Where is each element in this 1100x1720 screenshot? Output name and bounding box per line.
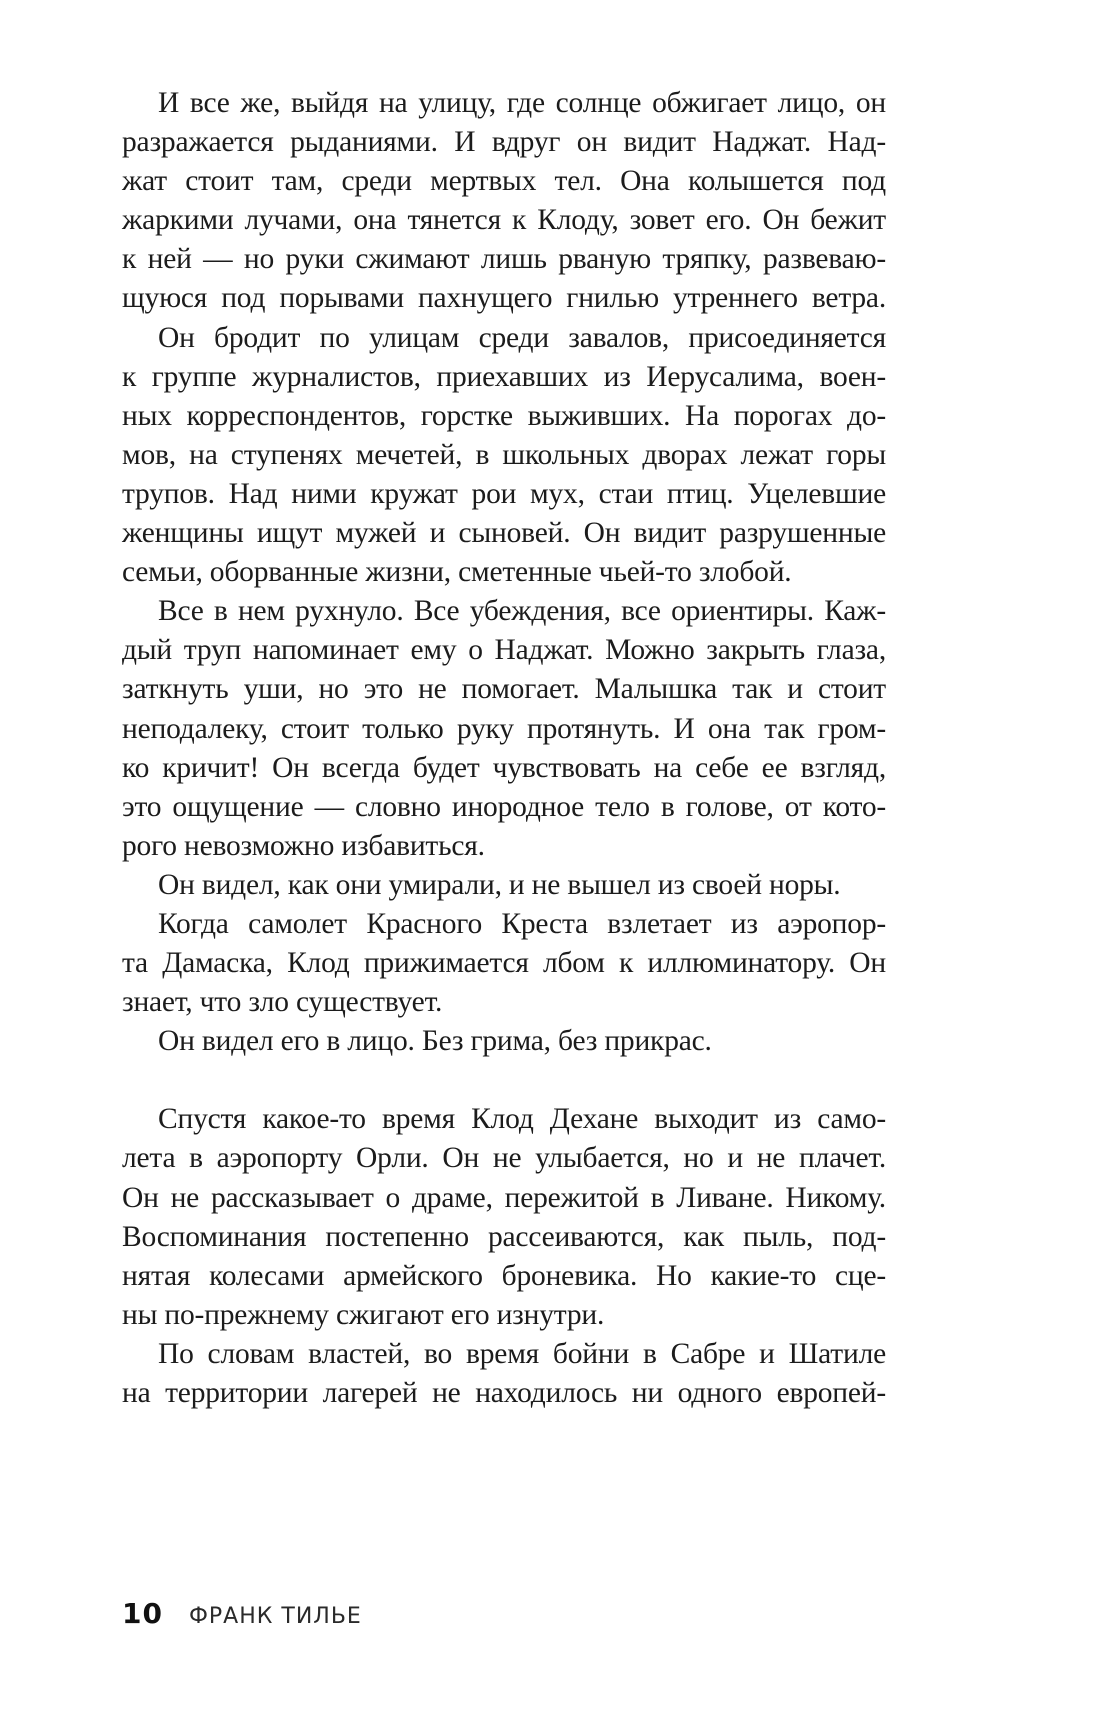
text-line: щуюся под порывами пахнущего гнилью утреннего ветра. — [122, 282, 886, 315]
text-line: ны по-прежнему сжигают его изнутри. — [122, 1298, 605, 1331]
text-line: рого невозможно избавиться. — [122, 829, 485, 862]
paragraph — [122, 866, 886, 905]
text-line: Он не рассказывает о драме, пережитой в Ливане. Никому. — [122, 1181, 886, 1214]
text-line: к ней — но руки сжимают лишь рваную тряпку, развеваю- — [122, 243, 886, 276]
text-line: та Дамаска, Клод прижимается лбом к иллюминатору. Он — [122, 947, 886, 980]
text-line: женщины ищут мужей и сыновей. Он видит разрушенные — [122, 517, 886, 550]
paragraph — [122, 1100, 886, 1335]
paragraph — [122, 592, 886, 866]
text-line: жат стоит там, среди мертвых тел. Она колышется под — [122, 165, 886, 198]
section-break — [122, 1061, 886, 1100]
paragraph — [122, 1335, 886, 1413]
text-line: Он видел его в лицо. Без грима, без прикрас. — [158, 1025, 712, 1058]
paragraph — [122, 905, 886, 1022]
text-line: Он видел, как они умирали, и не вышел из своей норы. — [158, 868, 841, 901]
text-line: Спустя какое-то время Клод Дехане выходит из само- — [158, 1103, 886, 1136]
text-line: Когда самолет Красного Креста взлетает из аэропор- — [158, 907, 886, 940]
text-line: И все же, выйдя на улицу, где солнце обжигает лицо, он — [158, 87, 886, 119]
body-text — [122, 84, 886, 1413]
text-line: дый труп напоминает ему о Наджат. Можно закрыть глаза, — [122, 634, 886, 667]
text-line: это ощущение — словно инородное тело в голове, от кото- — [122, 790, 886, 823]
text-line: трупов. Над ними кружат рои мух, стаи птиц. Уцелевшие — [122, 477, 886, 510]
paragraph — [122, 84, 886, 319]
running-head-author: ФРАНК ТИЛЬЕ — [188, 1604, 362, 1629]
text-line: мов, на ступенях мечетей, в школьных дворах лежат горы — [122, 438, 886, 471]
paragraph — [122, 319, 886, 593]
page-number: 10 — [122, 1597, 163, 1630]
text-line: лета в аэропорту Орли. Он не улыбается, но и не плачет. — [122, 1142, 886, 1175]
text-line: Он бродит по улицам среди завалов, присоединяется — [158, 321, 886, 354]
text-line: нятая колесами армейского броневика. Но какие-то сце- — [122, 1259, 886, 1292]
text-line: на территории лагерей не находилось ни одного европей- — [122, 1377, 886, 1409]
text-line: Все в нем рухнуло. Все убеждения, все ориентиры. Каж- — [158, 595, 886, 628]
page-footer — [122, 1597, 362, 1630]
text-line: семьи, оборванные жизни, сметенные чьей-то злобой. — [122, 556, 792, 589]
text-line: жаркими лучами, она тянется к Клоду, зовет его. Он бежит — [122, 204, 886, 237]
text-line: разражается рыданиями. И вдруг он видит Наджат. Над- — [122, 126, 886, 159]
text-line: ко кричит! Он всегда будет чувствовать на себе ее взгляд, — [122, 751, 886, 784]
text-line: неподалеку, стоит только руку протянуть. И она так гром- — [122, 712, 886, 745]
text-line: Воспоминания постепенно рассеиваются, как пыль, под- — [122, 1220, 886, 1253]
text-line: знает, что зло существует. — [122, 986, 443, 1019]
paragraph — [122, 1022, 886, 1061]
text-line: ных корреспондентов, горстке выживших. На порогах до- — [122, 399, 886, 432]
text-line: заткнуть уши, но это не помогает. Малышка так и стоит — [122, 673, 886, 706]
text-line: к группе журналистов, приехавших из Иерусалима, воен- — [122, 360, 886, 393]
text-line: По словам властей, во время бойни в Сабре и Шатиле — [158, 1337, 886, 1370]
